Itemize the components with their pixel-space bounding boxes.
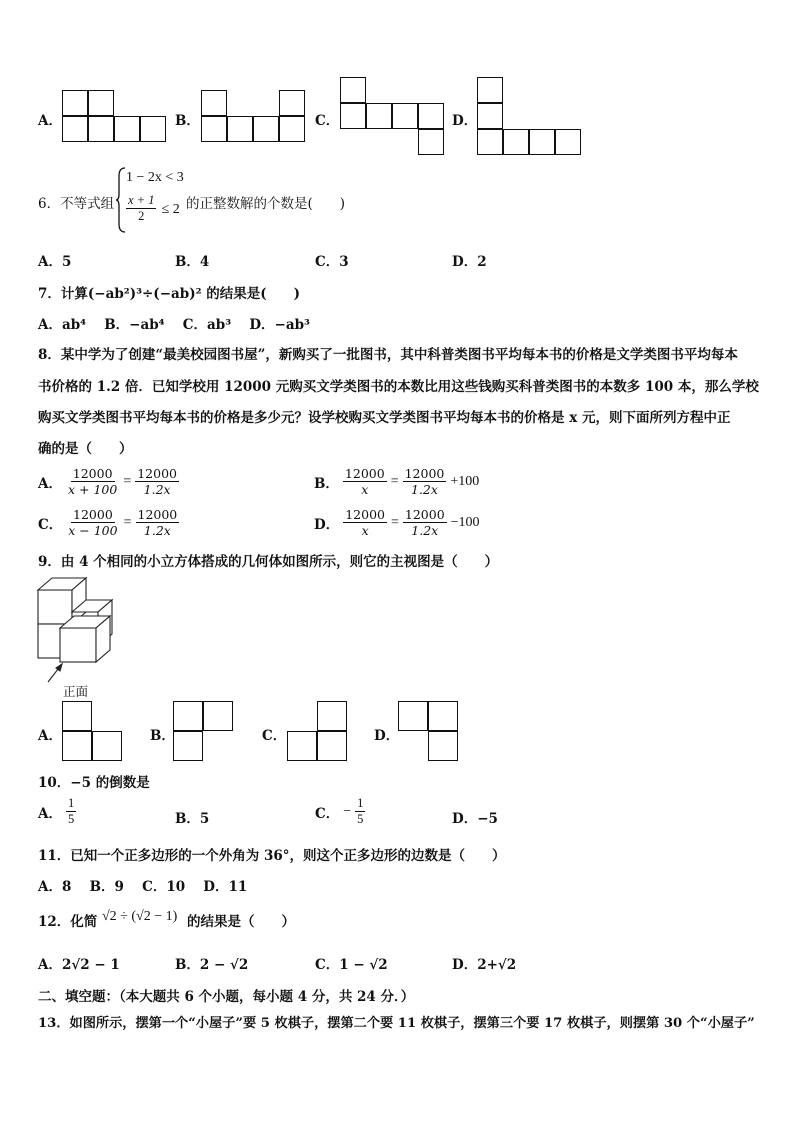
q10-option-c-label: C．: [315, 805, 340, 822]
q8-c-den-1: x − 100: [68, 523, 118, 538]
q8-d-num-2: 12000: [404, 507, 445, 522]
q8-a-num-2: 12000: [137, 466, 177, 481]
q6-frac-numerator: x + 1: [128, 193, 155, 207]
q8-c-num-1: 12000: [73, 507, 113, 522]
q8-line-1: 8．某中学为了创建“最美校园图书屋”，新购买了一批图书，其中科普类图书平均每本书的价格是文学类图书平均每本: [38, 347, 738, 363]
q6-prefix: 6．不等式组: [38, 196, 115, 212]
q10-stem: 10．−5 的倒数是: [38, 775, 150, 791]
q8-a-frac-1: [66, 466, 119, 497]
q12-stem-suffix: 的结果是（ ）: [187, 914, 295, 930]
q7-options[interactable]: A．ab⁴ B．−ab⁴ C．ab³ D．−ab³: [38, 317, 310, 333]
q12-option-b[interactable]: B．2 − √2: [175, 957, 249, 973]
q8-option-d-label: D．: [314, 516, 340, 533]
q10-option-a[interactable]: [38, 796, 76, 827]
q8-option-b-label: B．: [314, 475, 339, 492]
q11-options[interactable]: A．8 B．9 C．10 D．11: [38, 879, 248, 895]
q8-b-tail: +100: [450, 473, 480, 489]
q8-a-den-2: 1.2x: [143, 482, 171, 497]
q8-d-den-2: 1.2x: [411, 523, 439, 538]
q10-c-den: 5: [357, 812, 364, 826]
q8-a-equals: =: [123, 473, 132, 489]
q8-d-num-1: 12000: [345, 507, 385, 522]
section-2-heading: 二、填空题：（本大题共 6 个小题，每小题 4 分，共 24 分．）: [38, 989, 415, 1005]
q8-b-den-2: 1.2x: [411, 482, 438, 497]
q12-stem-prefix: 12．化简: [38, 914, 98, 930]
q10-c-sign: −: [343, 803, 352, 819]
q11-stem: 11．已知一个正多边形的一个外角为 36°，则这个正多边形的边数是（ ）: [38, 848, 506, 864]
q9-option-c-label[interactable]: C．: [262, 728, 287, 744]
q6-fraction: [126, 193, 156, 224]
q8-option-a[interactable]: [38, 466, 179, 497]
q10-c-frac: [355, 796, 365, 827]
q10-option-d[interactable]: D．−5: [452, 811, 498, 827]
q5-option-d-label[interactable]: D．: [452, 113, 478, 129]
q13-stem: 13．如图所示，摆第一个“小屋子”要 5 枚棋子，摆第二个要 11 枚棋子，摆第三个要 17 枚棋子，则摆第 30 个“小屋子”: [38, 1016, 755, 1031]
q6-option-a[interactable]: A．5: [38, 254, 72, 270]
q6-option-b[interactable]: B．4: [175, 254, 210, 270]
q8-d-frac-2: [403, 507, 447, 538]
q8-line-4: 确的是（ ）: [38, 441, 133, 457]
q8-d-equals: =: [390, 514, 399, 530]
q8-option-a-label: A．: [38, 475, 62, 492]
q8-b-den-1: x: [361, 482, 369, 497]
q8-c-frac-2: [136, 507, 180, 538]
q8-option-d[interactable]: [314, 507, 480, 538]
q8-c-num-2: 12000: [137, 507, 178, 522]
q6-frac-denominator: 2: [138, 209, 145, 223]
q5-option-c-label[interactable]: C．: [315, 113, 340, 129]
q5-option-b-label[interactable]: B．: [175, 113, 200, 129]
q6-suffix: 的正整数解的个数是( ): [186, 196, 346, 212]
q12-option-c[interactable]: C．1 − √2: [315, 957, 388, 973]
q8-c-frac-1: [66, 507, 119, 538]
q6-option-d[interactable]: D．2: [452, 254, 487, 270]
q9-cube-figure: [36, 576, 118, 696]
q9-stem: 9．由 4 个相同的小立方体搭成的几何体如图所示，则它的主视图是（ ）: [38, 554, 499, 570]
q10-option-a-label: A．: [38, 805, 62, 822]
q8-c-den-2: 1.2x: [143, 523, 171, 538]
q10-a-num: 1: [67, 796, 75, 810]
q9-front-label: 正面: [63, 684, 89, 699]
q8-option-c-label: C．: [38, 516, 63, 533]
q6-inequality-1: 1 − 2x < 3: [126, 170, 184, 185]
q8-option-c[interactable]: [38, 507, 179, 538]
q8-b-frac-2: [403, 466, 447, 497]
q6-inequality-2: [126, 193, 180, 224]
q7-stem: 7．计算(−ab²)³÷(−ab)² 的结果是( ): [38, 286, 300, 302]
q9-option-a-label[interactable]: A．: [38, 728, 62, 744]
q8-d-frac-1: [343, 507, 387, 538]
q10-c-num: 1: [357, 796, 364, 810]
q8-b-num-1: 12000: [344, 466, 385, 481]
q10-option-c[interactable]: [315, 796, 365, 827]
q6-leq: ≤ 2: [161, 202, 180, 217]
q8-c-equals: =: [123, 514, 132, 530]
q8-line-3: 购买文学类图书平均每本书的价格是多少元？设学校购买文学类图书平均每本书的价格是 x 元，则下面所列方程中正: [38, 410, 731, 426]
q8-a-den-1: x + 100: [67, 482, 118, 497]
q5-option-a-label[interactable]: A．: [38, 113, 62, 129]
q10-a-frac: [66, 796, 76, 827]
q6-option-c[interactable]: C．3: [315, 254, 349, 270]
q8-b-frac-1: [343, 466, 387, 497]
q8-b-num-2: 12000: [404, 466, 445, 481]
q8-a-num-1: 12000: [72, 466, 113, 481]
q8-d-tail: −100: [450, 514, 480, 530]
q12-option-a[interactable]: A．2√2 − 1: [38, 957, 120, 973]
q8-d-den-1: x: [361, 523, 369, 538]
q8-b-equals: =: [390, 473, 399, 489]
q10-option-b[interactable]: B．5: [175, 811, 210, 827]
q8-line-2: 书价格的 1.2 倍．已知学校用 12000 元购买文学类图书的本数比用这些钱购买科普类图书的本数多 100 本，那么学校: [38, 379, 759, 395]
q12-expression: √2 ÷ (√2 − 1): [102, 909, 178, 924]
q9-option-d-label[interactable]: D．: [374, 728, 400, 744]
q12-option-d[interactable]: D．2+√2: [452, 957, 517, 973]
q8-a-frac-2: [135, 466, 179, 497]
q10-a-den: 5: [67, 812, 75, 826]
q9-option-b-label[interactable]: B．: [150, 728, 175, 744]
q8-option-b[interactable]: [314, 466, 479, 497]
